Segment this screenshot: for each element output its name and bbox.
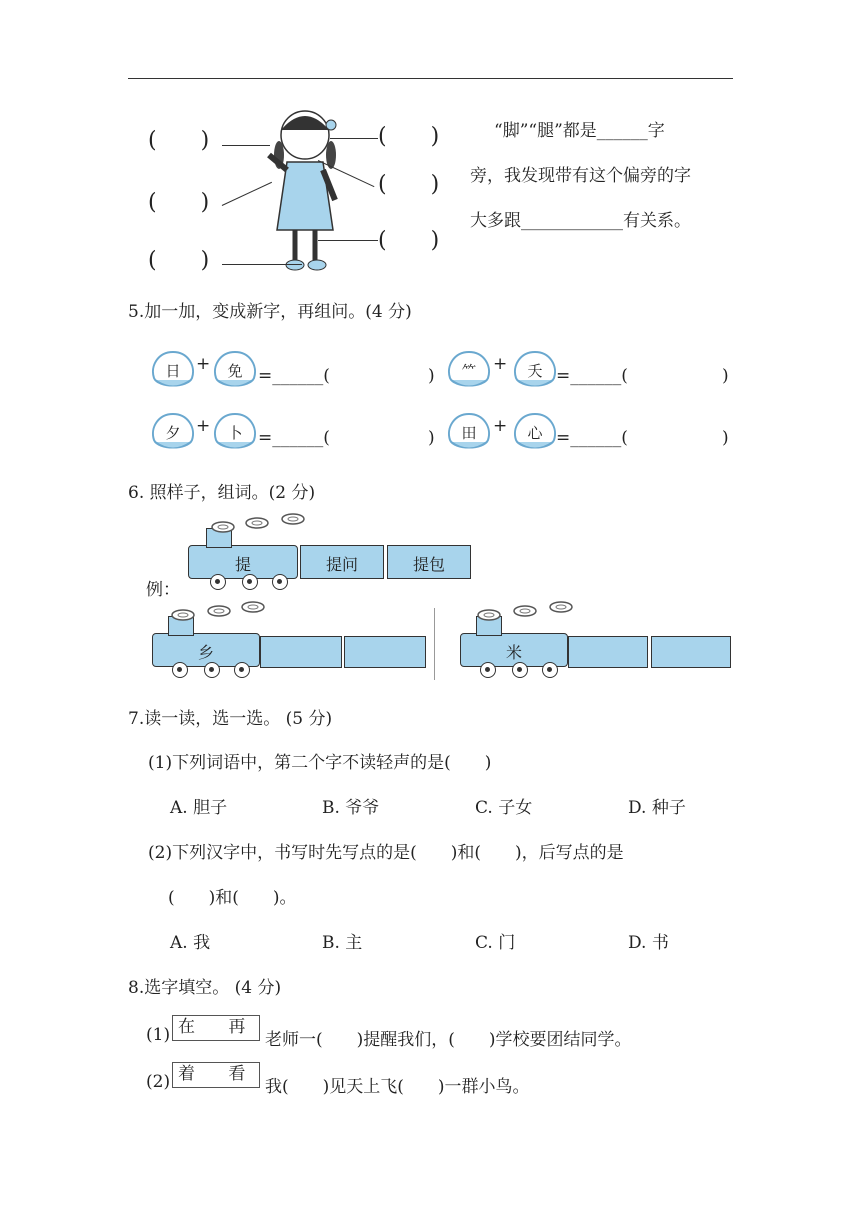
task-engine-1: 乡 xyxy=(152,633,260,667)
q8-item1-choices: 在 再 xyxy=(172,1015,260,1041)
close-paren: ) xyxy=(428,366,435,386)
q4-text-line1: “脚”“腿”都是______字 xyxy=(494,121,665,141)
q8-item2-num: (2) xyxy=(146,1072,171,1092)
q6-title: 6. 照样子，组词。(2 分) xyxy=(128,483,316,503)
example-car-2: 提包 xyxy=(387,545,471,579)
q7-sub2-line1: (2)下列汉字中，书写时先写点的是( )和( )，后写点的是 xyxy=(148,843,624,863)
q8-item1-num: (1) xyxy=(146,1025,171,1045)
peach-char: 田 xyxy=(444,410,494,454)
option-b[interactable]: B. 主 xyxy=(322,933,363,953)
example-car-1: 提问 xyxy=(300,545,384,579)
example-label: 例： xyxy=(146,580,180,600)
task-engine-2: 米 xyxy=(460,633,568,667)
q8-item2-sentence: 我( )见天上飞( )一群小鸟。 xyxy=(265,1077,530,1097)
peach-char: 心 xyxy=(510,410,560,454)
wheel xyxy=(272,574,288,590)
pointer-line xyxy=(330,138,378,139)
steam-puff xyxy=(476,608,502,622)
paren-right-1[interactable]: ( ) xyxy=(378,124,440,149)
steam-puff xyxy=(548,600,574,614)
blank-car[interactable] xyxy=(568,636,648,668)
option-a[interactable]: A. 胆子 xyxy=(170,798,228,818)
wheel xyxy=(204,662,220,678)
q8-item2-choices: 着 看 xyxy=(172,1062,260,1088)
option-c[interactable]: C. 门 xyxy=(475,933,516,953)
answer-blank[interactable]: =______( xyxy=(556,428,628,448)
peach-char: 夭 xyxy=(510,348,560,392)
close-paren: ) xyxy=(428,428,435,448)
wheel xyxy=(512,662,528,678)
blank-car[interactable] xyxy=(651,636,731,668)
q7-sub2-line2: ( )和( )。 xyxy=(168,888,297,908)
peach-char: 免 xyxy=(210,348,260,392)
blank-car[interactable] xyxy=(260,636,342,668)
steam-puff xyxy=(244,516,270,530)
header-rule xyxy=(128,78,733,79)
q4-text-line2: 旁，我发现带有这个偏旁的字 xyxy=(470,166,691,186)
q4-text-line3: 大多跟____________有关系。 xyxy=(470,211,691,231)
q7-sub1: (1)下列词语中，第二个字不读轻声的是( ) xyxy=(148,753,492,773)
paren-left-1[interactable]: ( ) xyxy=(148,128,210,153)
close-paren: ) xyxy=(722,366,729,386)
pointer-line xyxy=(222,145,270,146)
close-paren: ) xyxy=(722,428,729,448)
paren-left-2[interactable]: ( ) xyxy=(148,190,210,215)
answer-blank[interactable]: =______( xyxy=(556,366,628,386)
option-a[interactable]: A. 我 xyxy=(170,933,211,953)
steam-puff xyxy=(240,600,266,614)
peach-char: 日 xyxy=(148,348,198,392)
plus-sign: + xyxy=(196,354,211,374)
steam-puff xyxy=(170,608,196,622)
steam-puff xyxy=(206,604,232,618)
paren-right-2[interactable]: ( ) xyxy=(378,172,440,197)
answer-blank[interactable]: =______( xyxy=(258,366,330,386)
q7-title: 7.读一读，选一选。 (5 分) xyxy=(128,709,333,729)
pointer-line xyxy=(222,264,302,265)
peach-char: 夕 xyxy=(148,410,198,454)
paren-left-3[interactable]: ( ) xyxy=(148,248,210,273)
wheel xyxy=(242,574,258,590)
plus-sign: + xyxy=(493,354,508,374)
peach-char: ⺮ xyxy=(444,348,494,392)
wheel xyxy=(480,662,496,678)
wheel xyxy=(172,662,188,678)
q8-item1-sentence: 老师一( )提醒我们，( )学校要团结同学。 xyxy=(265,1030,632,1050)
option-b[interactable]: B. 爷爷 xyxy=(322,798,380,818)
wheel xyxy=(210,574,226,590)
option-d[interactable]: D. 种子 xyxy=(628,798,686,818)
wheel xyxy=(234,662,250,678)
q5-title: 5.加一加，变成新字，再组问。(4 分) xyxy=(128,302,412,322)
steam-puff xyxy=(210,520,236,534)
girl-illustration xyxy=(255,100,375,280)
steam-puff xyxy=(280,512,306,526)
paren-right-3[interactable]: ( ) xyxy=(378,228,440,253)
steam-puff xyxy=(512,604,538,618)
answer-blank[interactable]: =______( xyxy=(258,428,330,448)
divider xyxy=(434,608,435,680)
wheel xyxy=(542,662,558,678)
blank-car[interactable] xyxy=(344,636,426,668)
option-c[interactable]: C. 子女 xyxy=(475,798,533,818)
option-d[interactable]: D. 书 xyxy=(628,933,669,953)
q8-title: 8.选字填空。 (4 分) xyxy=(128,978,282,998)
pointer-line xyxy=(318,240,378,241)
example-engine: 提 xyxy=(188,545,298,579)
plus-sign: + xyxy=(196,416,211,436)
peach-char: 卜 xyxy=(210,410,260,454)
plus-sign: + xyxy=(493,416,508,436)
